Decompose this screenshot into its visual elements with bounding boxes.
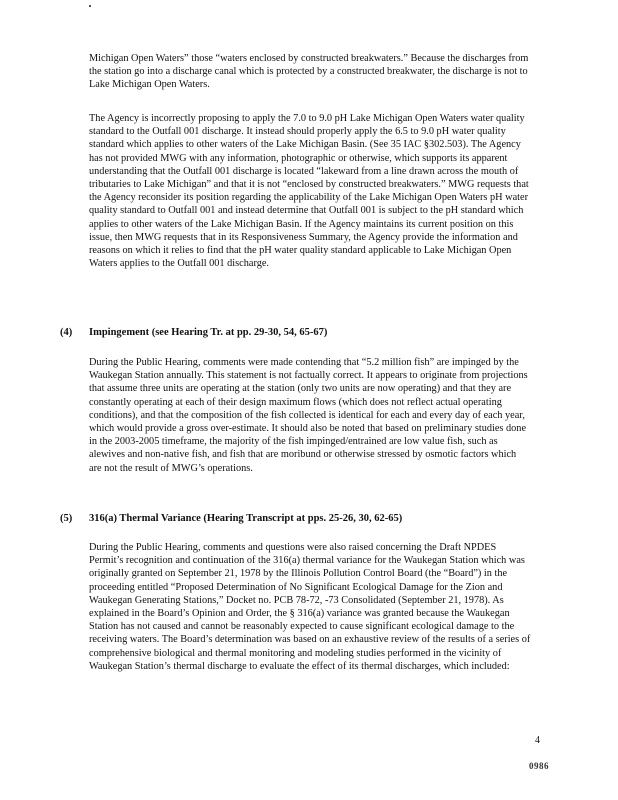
heading-impingement [60,326,530,339]
paragraph-impingement: During the Public Hearing, comments were made contending that “5.2 million fish” are impinged by the Waukegan Station annually. This statement is not factually correct. It appears to originate from projections that assume three units are operating at the station (only two units are now operating) and that they are constantly operating at each of their design maximum flows (which does not reflect actual operating conditions), and that the composition of the fish collected is identical for each and every day of each year, which would provide a gross over-estimate. It should also be noted that based on preliminary studies done in the 2003-2005 timeframe, the majority of the fish impinged/entrained are low value fish, such as alewives and non-native fish, and fish that are moribund or otherwise stressed by osmotic factors which are not the result of MWG’s operations. [89,357,528,474]
bates-number: 0986 [529,761,549,771]
heading-number: (4) [60,327,73,338]
heading-text: 316(a) Thermal Variance (Hearing Transcript at pps. 25-26, 30, 62-65) [89,513,403,524]
heading-number: (5) [60,513,73,524]
paragraph-thermal-variance: During the Public Hearing, comments and questions were also raised concerning the Draft NPDES Permit’s recognition and continuation of the 316(a) thermal variance for the Waukegan Station which was originally granted on September 21, 1978 by the Illinois Pollution Control Board (the “Board”) in the proceeding entitled “Proposed Determination of No Significant Ecological Damage for the Zion and Waukegan Generating Stations,” Docket no. PCB 78-72, -73 Consolidated (September 21, 1978). As explained in the Board’s Opinion and Order, the § 316(a) variance was granted because the Waukegan Station has not caused and cannot be reasonably expected to cause significant ecological damage to the receiving waters. The Board’s determination was based on an exhaustive review of the results of a series of comprehensive biological and thermal monitoring and modeling studies performed in the vicinity of Waukegan Station’s thermal discharge to evaluate the effect of its thermal discharges, which included: [89,542,531,672]
scan-speck [89,5,91,7]
heading-text: Impingement (see Hearing Tr. at pp. 29-30, 54, 65-67) [89,327,328,338]
heading-thermal-variance [60,512,530,525]
paragraph-ph-standard: The Agency is incorrectly proposing to apply the 7.0 to 9.0 pH Lake Michigan Open Waters water quality standard to the Outfall 001 discharge. It instead should properly apply the 6.5 to 9.0 pH water quality standard which applies to other waters of the Lake Michigan Basin. (See 35 IAC §302.503). The Agency has not provided MWG with any information, photographic or otherwise, which supports its apparent understanding that the Outfall 001 discharge is located “lakeward from a line drawn across the mouth of tributaries to Lake Michigan” and that it is not “enclosed by constructed breakwaters.” MWG requests that the Agency reconsider its position regarding the applicability of the Lake Michigan Open Waters pH water quality standard to Outfall 001 and instead determine that Outfall 001 is subject to the pH standard which applies to other waters of the Lake Michigan Basin. If the Agency maintains its current position on this issue, then MWG requests that in its Responsiveness Summary, the Agency provide the information and reasons on which it relies to find that the pH water quality standard applicable to Lake Michigan Open Waters applies to the Outfall 001 discharge. [89,113,529,270]
paragraph-open-waters-definition: Michigan Open Waters” those “waters enclosed by constructed breakwaters.” Because the discharges from the station go into a discharge canal which is protected by a constructed breakwater, the discharge is not to Lake Michigan Open Waters. [89,53,529,91]
page-number: 4 [535,735,540,746]
